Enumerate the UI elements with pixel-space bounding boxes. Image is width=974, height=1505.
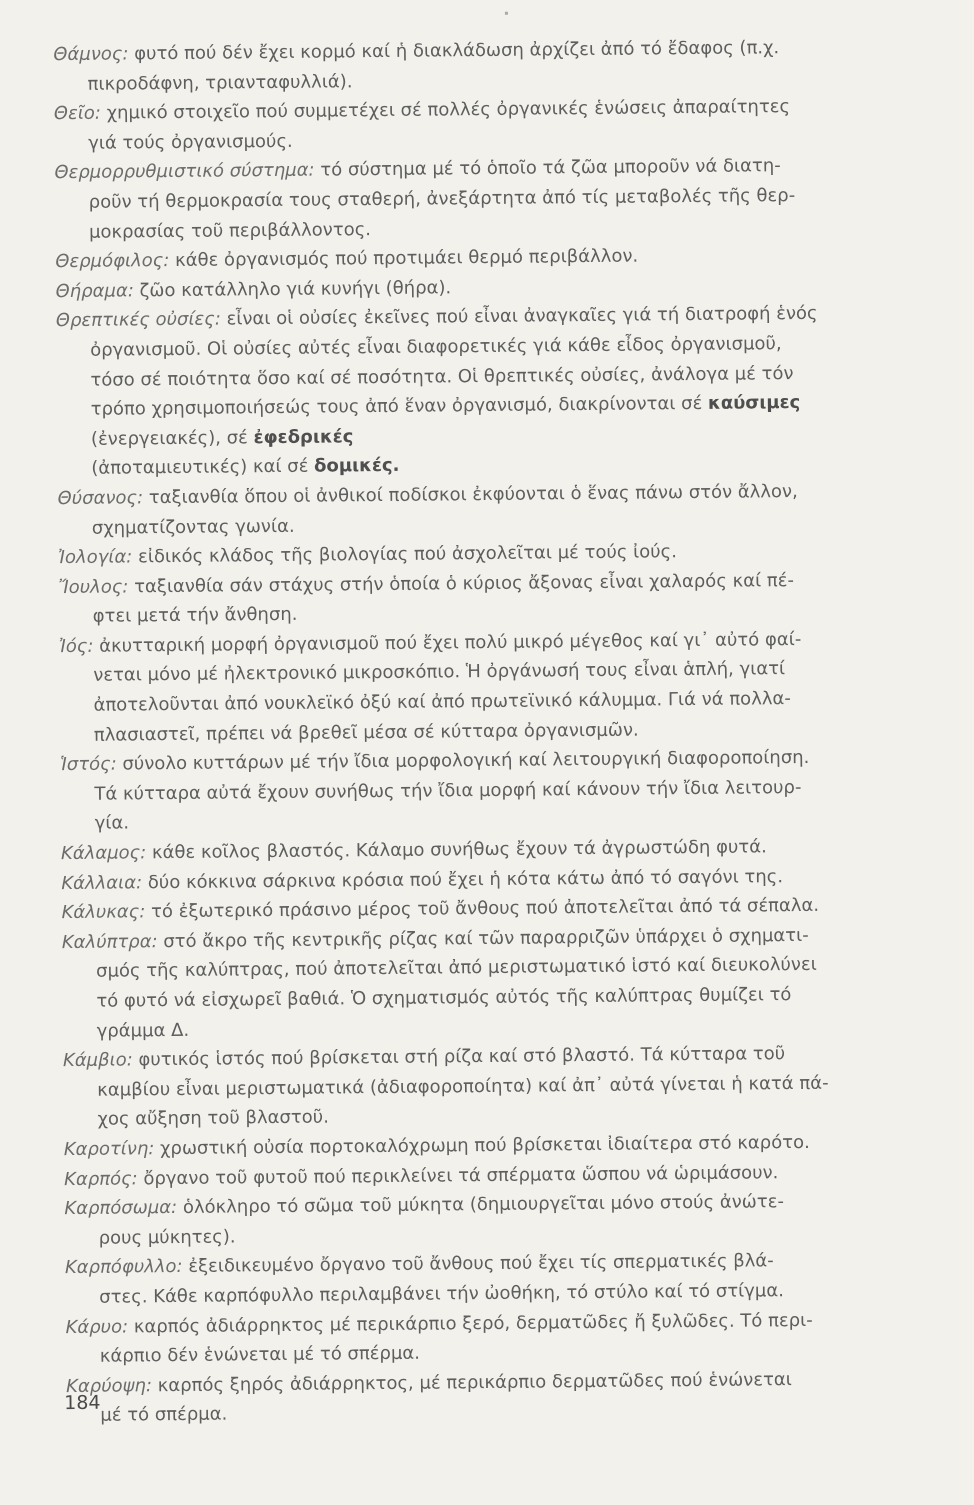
entry-definition-text: (ἐνεργειακές), σέ (90, 426, 254, 450)
bold-term: καύσιμες (707, 392, 801, 414)
entry-term: Κάρυο: (65, 1316, 129, 1338)
entry-term: Ἰολογία: (58, 546, 133, 569)
glossary-entry (58, 565, 909, 632)
entry-definition-text: στό ἄκρο τῆς κεντρικῆς ρίζας καί τῶν παραρριζῶν ὑπάρχει ὁ σχηματι- (163, 924, 809, 952)
entry-term: Κάλυκας: (61, 901, 146, 924)
entry-term: Ἰός: (58, 635, 94, 657)
entry-definition-text: κάρπιο δέν ἑνώνεται μέ τό σπέρμα. (99, 1342, 421, 1367)
entry-term: Θήραμα: (55, 280, 134, 302)
entry-definition-text: τό φυτό νά εἰσχωρεῖ βαθιά. Ὁ σχηματισμός αὐτός τῆς καλύπτρας θυμίζει τό (96, 984, 792, 1012)
glossary-entry (63, 1038, 914, 1135)
glossary-entry (66, 1364, 917, 1431)
entry-definition-text: σύνολο κυττάρων μέ τήν ἴδια μορφολογική καί λειτουργική διαφοροποίηση. (122, 747, 810, 775)
entry-definition-text: σχηματίζοντας γωνία. (91, 515, 295, 539)
bold-term: ἐφεδρικές (253, 425, 354, 448)
entry-definition-text: γία. (94, 812, 130, 835)
entry-definition-text: φυτικός ἱστός πού βρίσκεται στή ρίζα καί στό βλαστό. Τά κύτταρα τοῦ (138, 1043, 786, 1071)
entry-definition-text: ἀκυτταρική μορφή ὀργανισμοῦ πού ἔχει πολύ μικρό μέγεθος καί γι᾽ αὐτό φαί- (99, 628, 802, 657)
entry-definition-text: εἶναι οἱ οὐσίες ἐκεῖνες πού εἶναι ἀναγκαῖες γιά τή διατροφή ἑνός (226, 303, 818, 330)
entry-definition-text: πλασιαστεῖ, πρέπει νά βρεθεῖ μέσα σέ κύτταρα ὀργανισμῶν. (93, 719, 639, 746)
glossary-entry (62, 920, 913, 1047)
entry-definition-text: ροῦν τή θερμοκρασία τους σταθερή, ἀνεξάρτητα ἀπό τίς μεταβολές τῆς θερ- (88, 184, 796, 213)
entry-definition-text: μέ τό σπέρμα. (100, 1403, 228, 1427)
entry-definition-text: κάθε ὀργανισμός πού προτιμάει θερμό περιβάλλον. (174, 245, 639, 272)
glossary-entry (60, 742, 911, 839)
print-speck (505, 12, 508, 15)
entry-term: Θερμορρυθμιστικό σύστημα: (54, 160, 315, 184)
entry-term: Καρπόσωμα: (64, 1197, 178, 1220)
entry-definition-text: καρπός ἀδιάρρηκτος μέ περικάρπιο ξερό, δερματῶδες ἤ ξυλῶδες. Τό περι- (133, 1309, 813, 1337)
page-number: 184 (64, 1391, 101, 1415)
glossary-entry (53, 32, 904, 99)
entry-term: Καρύοψη: (65, 1374, 153, 1397)
entry-definition-text: τό σύστημα μέ τό ὁποῖο τά ζῶα μποροῦν νά διατη- (320, 155, 781, 181)
glossary-entry (59, 624, 910, 751)
entry-definition-text: χρωστική οὐσία πορτοκαλόχρωμη πού βρίσκεται ἰδιαίτερα στό καρότο. (160, 1131, 810, 1160)
entry-term: Κάμβιο: (62, 1049, 133, 1072)
entry-definition-text: τόσο σέ ποιότητα ὅσο καί σέ ποσότητα. Οἱ θρεπτικές οὐσίες, ἀνάλογα μέ τόν (90, 362, 794, 391)
glossary-entry (65, 1304, 916, 1371)
glossary-entry (54, 91, 905, 158)
entry-definition-text: κάθε κοῖλος βλαστός. Κάλαμο συνήθως ἔχουν τά ἀγρωστώδη φυτά. (151, 836, 767, 864)
glossary-entry (64, 1186, 915, 1253)
entry-term: Καλύπτρα: (61, 930, 158, 953)
entry-term: Θεῖο: (53, 102, 102, 125)
entry-term: Κάλλαια: (61, 871, 143, 894)
entry-definition-text: νεται μόνο μέ ἠλεκτρονικό μικροσκόπιο. Ἡ ὀργάνωσή τους εἶναι ἁπλή, γιατί (93, 658, 786, 687)
entry-definition-text: (ἀποταμιευτικές) καί σέ (91, 455, 315, 480)
entry-definition-text: μοκρασίας τοῦ περιβάλλοντος. (88, 218, 372, 243)
entry-definition-text: στες. Κάθε καρπόφυλλο περιλαμβάνει τήν ὠοθήκη, τό στύλο καί τό στίγμα. (99, 1280, 784, 1308)
entry-term: Ἱστός: (60, 753, 117, 776)
glossary-entry (56, 298, 908, 484)
bold-term: δομικές. (314, 455, 400, 477)
entry-definition-text: εἰδικός κλάδος τῆς βιολογίας πού ἀσχολεῖται μέ τούς ἰούς. (137, 541, 678, 568)
entry-definition-text: πικροδάφνη, τριανταφυλλιά). (87, 70, 353, 95)
entry-definition-text: ὀργανισμοῦ. Οἱ οὐσίες αὐτές εἶναι διαφορετικές γιά κάθε εἶδος ὀργανισμοῦ, (90, 333, 782, 361)
glossary-entry (54, 150, 905, 247)
entry-definition-text: ἐξειδικευμένο ὄργανο τοῦ ἄνθους πού ἔχει τίς σπερματικές βλά- (188, 1250, 774, 1278)
entry-definition-text: ρους μύκητες). (98, 1226, 236, 1249)
entry-definition-text: ὁλόκληρο τό σῶμα τοῦ μύκητα (δημιουργεῖται μόνο στούς ἀνώτε- (182, 1191, 784, 1219)
entry-definition-text: ταξιανθία σάν στάχυς στήν ὁποία ὁ κύριος ἄξονας εἶναι χαλαρός καί πέ- (134, 569, 795, 598)
entry-term: Θερμόφιλος: (55, 250, 170, 273)
entry-definition-text: χος αὔξηση τοῦ βλαστοῦ. (97, 1106, 329, 1131)
entry-term: Καροτίνη: (63, 1138, 155, 1161)
entry-definition-text: καμβίου εἶναι μεριστωματικά (ἀδιαφοροποίητα) καί ἀπ᾽ αὐτά γίνεται ἡ κατά πά- (97, 1072, 829, 1101)
entry-definition-text: φυτό πού δέν ἔχει κορμό καί ἡ διακλάδωση ἀρχίζει ἀπό τό ἔδαφος (π.χ. (134, 37, 780, 65)
entry-definition-text: ἀποτελοῦνται ἀπό νουκλεϊκό ὀξύ καί ἀπό πρωτεϊνικό κάλυμμα. Γιά νά πολλα- (93, 688, 791, 716)
entry-definition-text: καρπός ξηρός ἀδιάρρηκτος, μέ περικάρπιο δερματῶδες πού ἑνώνεται (157, 1368, 792, 1396)
entry-term: Θύσανος: (57, 487, 144, 510)
entry-definition-text: ζῶο κατάλληλο γιά κυνήγι (θήρα). (139, 277, 452, 302)
entry-definition-text: τό ἐξωτερικό πράσινο μέρος τοῦ ἄνθους πού ἀποτελεῖται ἀπό τά σέπαλα. (151, 895, 820, 923)
entry-term: Θάμνος: (53, 43, 129, 66)
entry-term: Θρεπτικές οὐσίες: (55, 308, 221, 332)
entry-definition-text: γιά τούς ὀργανισμούς. (88, 130, 293, 154)
glossary-list (53, 32, 916, 1431)
entry-definition-text: ὄργανο τοῦ φυτοῦ πού περικλείνει τά σπέρματα ὥσπου νά ὡριμάσουν. (143, 1161, 779, 1189)
entry-term: Καρπόφυλλο: (64, 1256, 183, 1279)
glossary-entry (57, 476, 908, 543)
glossary-entry (65, 1245, 916, 1312)
entry-definition-text: δύο κόκκινα σάρκινα κρόσια πού ἔχει ἡ κότα κάτω ἀπό τό σαγόνι της. (147, 865, 784, 893)
entry-definition-text: σμός τῆς καλύπτρας, πού ἀποτελεῖται ἀπό μεριστωματικό ἱστό καί διευκολύνει (96, 954, 817, 983)
entry-definition-text: χημικό στοιχεῖο πού συμμετέχει σέ πολλές ὀργανικές ἑνώσεις ἀπαραίτητες (106, 96, 791, 124)
entry-definition-text: Τά κύτταρα αὐτά ἔχουν συνήθως τήν ἴδια μορφή καί κάνουν τήν ἴδια λειτουρ- (94, 776, 802, 805)
entry-definition-text: γράμμα Δ. (96, 1019, 190, 1042)
entry-definition-text: φτει μετά τήν ἄνθηση. (92, 604, 298, 628)
entry-term: Κάλαμος: (60, 842, 147, 865)
entry-term: Ἴουλος: (58, 576, 129, 598)
entry-definition-text: τρόπο χρησιμοποιήσεώς τους ἀπό ἕναν ὀργανισμό, διακρίνονται σέ (90, 392, 709, 420)
entry-term: Καρπός: (63, 1167, 138, 1190)
entry-definition-text: ταξιανθία ὅπου οἱ ἀνθικοί ποδίσκοι ἐκφύονται ὁ ἕνας πάνω στόν ἄλλον, (148, 480, 798, 509)
